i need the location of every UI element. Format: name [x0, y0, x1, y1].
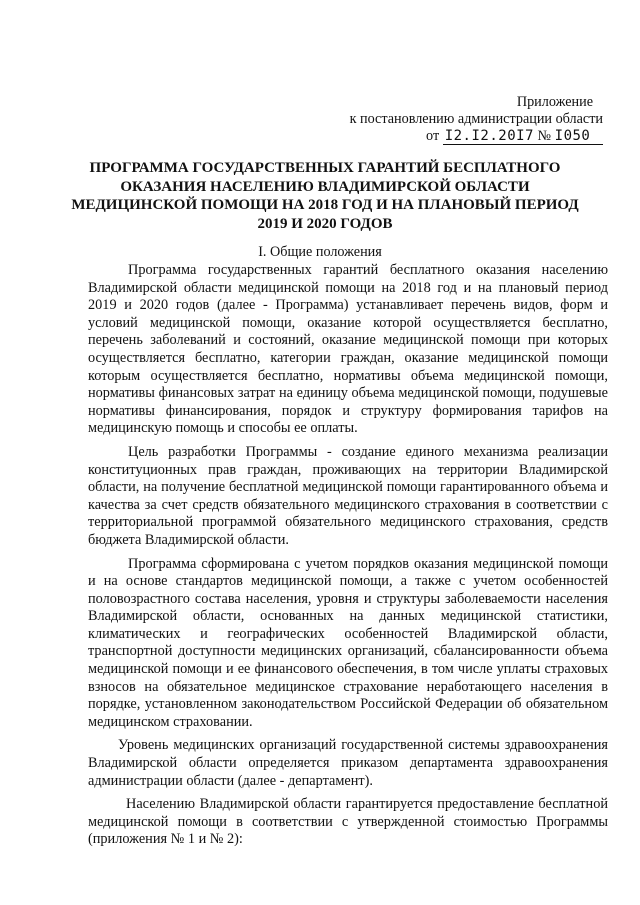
paragraph-5: Населению Владимирской области гарантируется предоставление бесплатной медицинской помощи в соответствии с утвержденной стоимостью Программы (приложения № 1 и № 2): — [88, 796, 608, 848]
section-heading: I. Общие положения — [258, 244, 382, 260]
resolution-date-number — [443, 128, 603, 145]
appendix-date-line — [350, 128, 603, 145]
date-prefix: от — [426, 128, 440, 144]
document-body — [88, 262, 608, 849]
appendix-resolution-line: к постановлению администрации области — [349, 111, 603, 127]
paragraph-2: Цель разработки Программы - создание единого механизма реализации конституционных прав граждан, проживающих на территории Владимирской области, на получение бесплатной медицинской помощи гарантированного объема и качества за счет средств обязательного медицинского страхования в соответствии с территориальной программой обязательного медицинского страхования, средств бюджета Владимирской области. — [88, 443, 608, 548]
paragraph-1: Программа государственных гарантий бесплатного оказания населению Владимирской области медицинской помощи на 2018 год и на плановый период 2019 и 2020 годов (далее - Программа) устанавливает перечень видов, форм и условий медицинской помощи, оказание которой осуществляется бесплатно, перечень заболеваний и состояний, оказание медицинской помощи при которых осуществляется бесплатно, категории граждан, оказание медицинской помощи которым осуществляется бесплатно, нормативы объема медицинской помощи, нормативы финансовых затрат на единицу объема медицинской помощи, подушевые нормативы финансирования, порядок и структуру формирования тарифов на медицинскую помощь и способы ее оплаты. — [88, 262, 608, 437]
number-sign: № — [537, 128, 552, 144]
paragraph-4: Уровень медицинских организаций государственной системы здравоохранения Владимирской области определяется приказом департамента здравоохранения администрации области (далее - департамент). — [88, 737, 608, 789]
resolution-number: I050 — [554, 128, 591, 144]
appendix-label: Приложение — [516, 94, 593, 110]
resolution-date: I2.I2.20I7 — [444, 128, 534, 144]
paragraph-3: Программа сформирована с учетом порядков оказания медицинской помощи и на основе стандартов медицинской помощи, а также с учетом особенностей половозрастного состава населения, уровня и структуры заболеваемости населения Владимирской области, основанных на данных медицинской статистики, климатических и географических особенностей Владимирской области, транспортной доступности медицинских организаций, сбалансированности объема медицинской помощи и ее финансового обеспечения, в том числе уплаты страховых взносов на обязательное медицинское страхование неработающего населения в порядке, установленном законодательством Российской Федерации об обязательном медицинском страховании. — [88, 555, 608, 730]
appendix-header — [350, 94, 603, 145]
document-title: ПРОГРАММА ГОСУДАРСТВЕННЫХ ГАРАНТИЙ БЕСПЛАТНОГО ОКАЗАНИЯ НАСЕЛЕНИЮ ВЛАДИМИРСКОЙ ОБЛАСТИ МЕДИЦИНСКОЙ ПОМОЩИ НА 2018 ГОД И НА ПЛАНОВЫЙ ПЕРИОД 2019 И 2020 ГОДОВ — [71, 160, 579, 232]
